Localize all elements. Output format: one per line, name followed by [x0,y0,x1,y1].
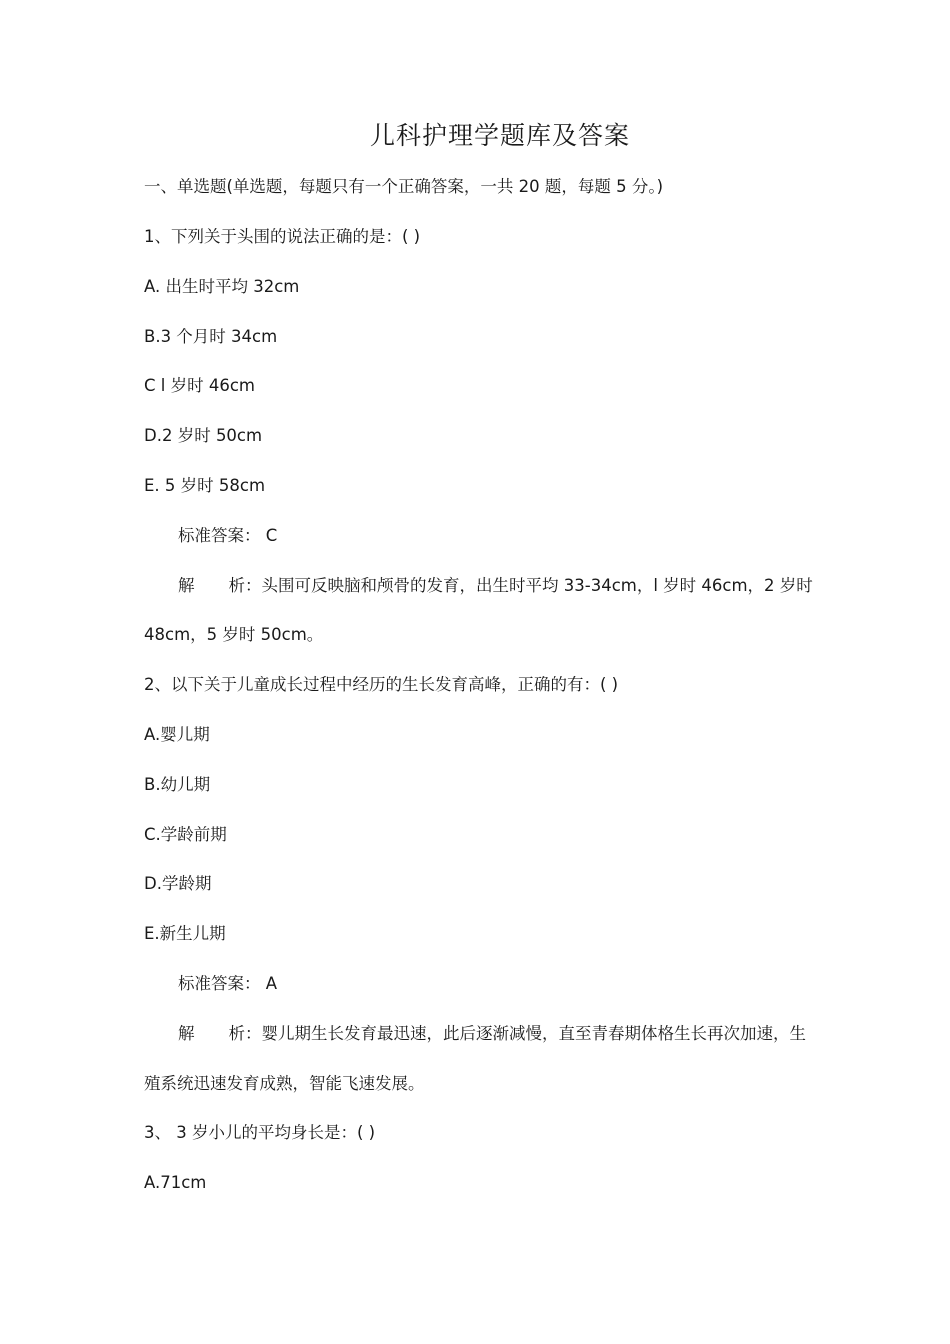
question-3-stem: 3、 3 岁小儿的平均身长是：( ) [144,1123,376,1142]
page-title: 儿科护理学题库及答案 [369,121,630,150]
question-2-option-b: B.幼儿期 [144,775,211,794]
question-1-answer: 标准答案： C [178,526,278,545]
question-1-analysis-cont: 48cm，5 岁时 50cm。 [144,625,324,644]
question-2-analysis [178,1023,806,1045]
question-2-option-c: C.学龄前期 [144,825,227,844]
question-2-option-a: A.婴儿期 [144,725,210,744]
analysis-label: 解 [178,576,195,595]
analysis-text: 析：婴儿期生长发育最迅速，此后逐渐减慢，直至青春期体格生长再次加速，生 [228,1024,806,1043]
question-1-option-c: C l 岁时 46cm [144,376,255,395]
question-1-option-a: A. 出生时平均 32cm [144,277,300,296]
question-1-option-d: D.2 岁时 50cm [144,426,263,445]
question-1-option-b: B.3 个月时 34cm [144,327,278,346]
question-2-option-e: E.新生儿期 [144,924,226,943]
question-2-stem: 2、以下关于儿童成长过程中经历的生长发育高峰，正确的有：( ) [144,675,619,694]
question-1-option-e: E. 5 岁时 58cm [144,476,266,495]
question-1-analysis [178,575,813,597]
question-3-option-a: A.71cm [144,1173,207,1192]
question-2-option-d: D.学龄期 [144,874,212,893]
question-2-analysis-cont: 殖系统迅速发育成熟，智能飞速发展。 [144,1074,425,1093]
analysis-text: 析：头围可反映脑和颅骨的发育，出生时平均 33-34cm，l 岁时 46cm，2 岁时 [228,576,813,595]
question-2-answer: 标准答案： A [178,974,278,993]
section-heading: 一、单选题(单选题，每题只有一个正确答案，一共 20 题，每题 5 分。) [144,177,664,196]
analysis-label: 解 [178,1024,195,1043]
question-1-stem: 1、下列关于头围的说法正确的是：( ) [144,227,421,246]
